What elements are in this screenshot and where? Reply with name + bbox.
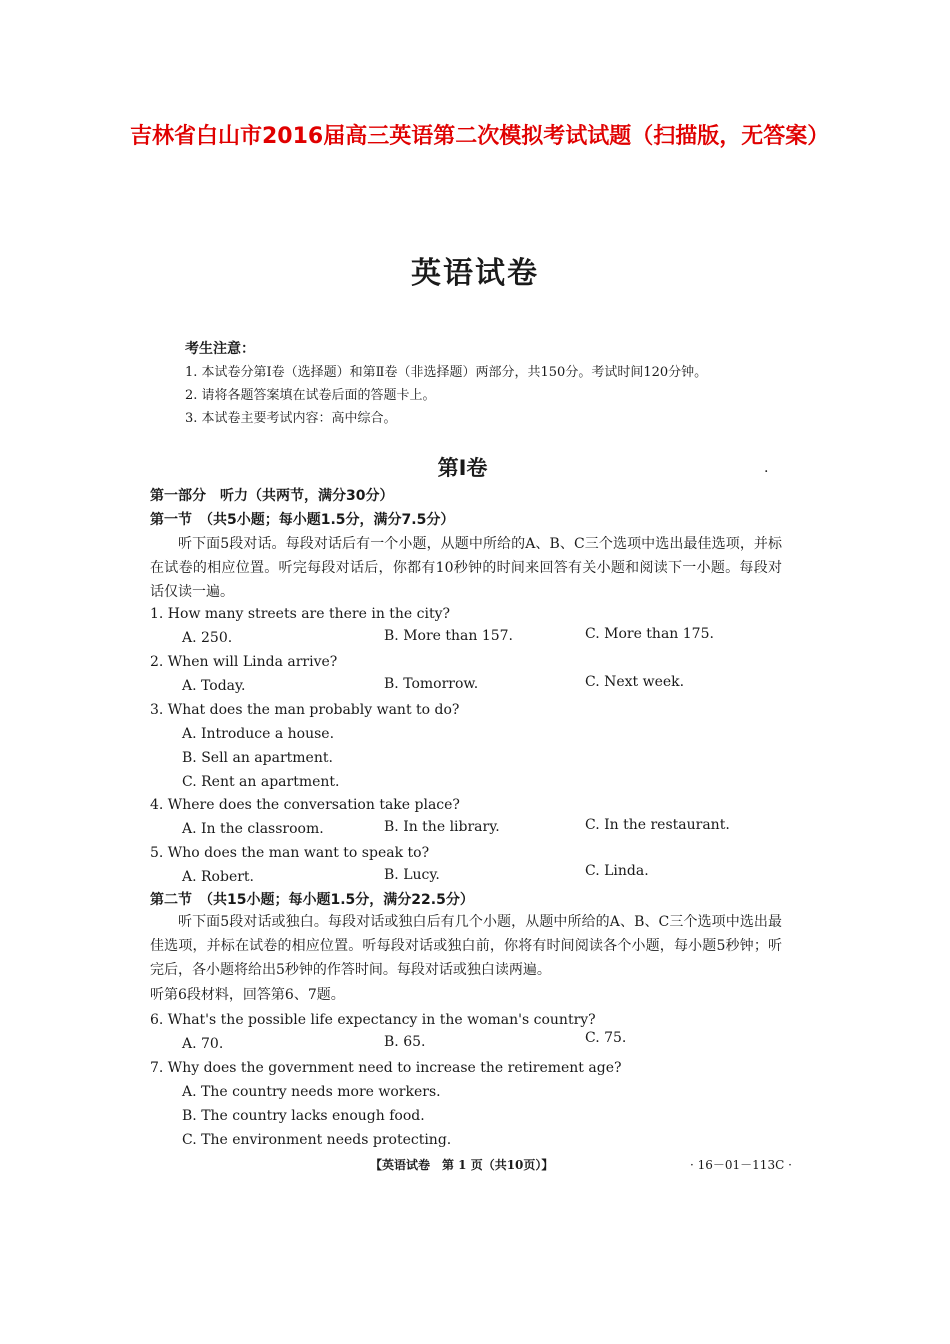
option-a: A. The country needs more workers.: [182, 1084, 441, 1100]
option-b: B. The country lacks enough food.: [182, 1108, 425, 1124]
option-a: A. In the classroom.: [182, 821, 324, 837]
exam-title: 英语试卷: [411, 256, 539, 291]
notice-heading: 考生注意：: [185, 341, 255, 357]
option-b: B. Tomorrow.: [384, 676, 479, 692]
section2-instruction: 听下面5段对话或独白。每段对话或独白后有几个小题，从题中所给的A、B、C三个选项中选出最佳选项，并标在试卷的相应位置。听每段对话或独白前，你将有时间阅读各个小题，每小题5秒钟；听完后，各小题将给出5秒钟的作答时间。每段对话或独白读两遍。: [150, 914, 782, 978]
option-c: C. More than 175.: [585, 626, 714, 642]
option-c: C. 75.: [585, 1030, 627, 1046]
stray-dot: .: [764, 460, 769, 476]
question-stem: 6. What's the possible life expectancy in the woman's country?: [150, 1012, 596, 1028]
notice-item: 1. 本试卷分第Ⅰ卷（选择题）和第Ⅱ卷（非选择题）两部分，共150分。考试时间120分钟。: [185, 365, 708, 380]
option-a: A. Today.: [182, 678, 246, 694]
question-stem: 7. Why does the government need to increase the retirement age?: [150, 1060, 622, 1076]
option-a: A. Robert.: [182, 869, 254, 885]
option-c: C. The environment needs protecting.: [182, 1132, 452, 1148]
option-b: B. Lucy.: [384, 867, 440, 883]
option-c: C. In the restaurant.: [585, 817, 730, 833]
document-title: 吉林省白山市2016届高三英语第二次模拟考试试题（扫描版，无答案）: [130, 124, 830, 149]
exam-code: · 16－01－113C ·: [690, 1158, 792, 1172]
question-stem: 1. How many streets are there in the city?: [150, 606, 451, 622]
option-c: C. Linda.: [585, 863, 649, 879]
question-stem: 4. Where does the conversation take place?: [150, 797, 460, 813]
option-b: B. In the library.: [384, 819, 500, 835]
part1-title: 第一部分 听力（共两节，满分30分）: [150, 488, 394, 504]
candidate-notice: [185, 338, 707, 430]
section1-title: 第一节 （共5小题；每小题1.5分，满分7.5分）: [150, 512, 455, 528]
volume-title: 第Ⅰ卷: [437, 456, 488, 480]
material-intro: 听第6段材料，回答第6、7题。: [150, 987, 345, 1003]
option-b: B. 65.: [384, 1034, 426, 1050]
option-c: C. Rent an apartment.: [182, 774, 340, 790]
section2-title: 第二节 （共15小题；每小题1.5分，满分22.5分）: [150, 892, 474, 908]
notice-item: 3. 本试卷主要考试内容：高中综合。: [185, 411, 397, 426]
section1-instruction: 听下面5段对话。每段对话后有一个小题，从题中所给的A、B、C三个选项中选出最佳选项，并标在试卷的相应位置。听完每段对话后，你都有10秒钟的时间来回答有关小题和阅读下一小题。每段对话仅读一遍。: [150, 536, 782, 600]
option-b: B. Sell an apartment.: [182, 750, 333, 766]
option-a: A. Introduce a house.: [182, 726, 335, 742]
option-a: A. 70.: [182, 1036, 224, 1052]
option-b: B. More than 157.: [384, 628, 514, 644]
question-stem: 2. When will Linda arrive?: [150, 654, 338, 670]
page-footer: 【英语试卷 第 1 页（共10页）】: [370, 1158, 554, 1172]
option-c: C. Next week.: [585, 674, 685, 690]
question-stem: 5. Who does the man want to speak to?: [150, 845, 430, 861]
notice-item: 2. 请将各题答案填在试卷后面的答题卡上。: [185, 388, 436, 403]
option-a: A. 250.: [182, 630, 233, 646]
question-stem: 3. What does the man probably want to do?: [150, 702, 460, 718]
